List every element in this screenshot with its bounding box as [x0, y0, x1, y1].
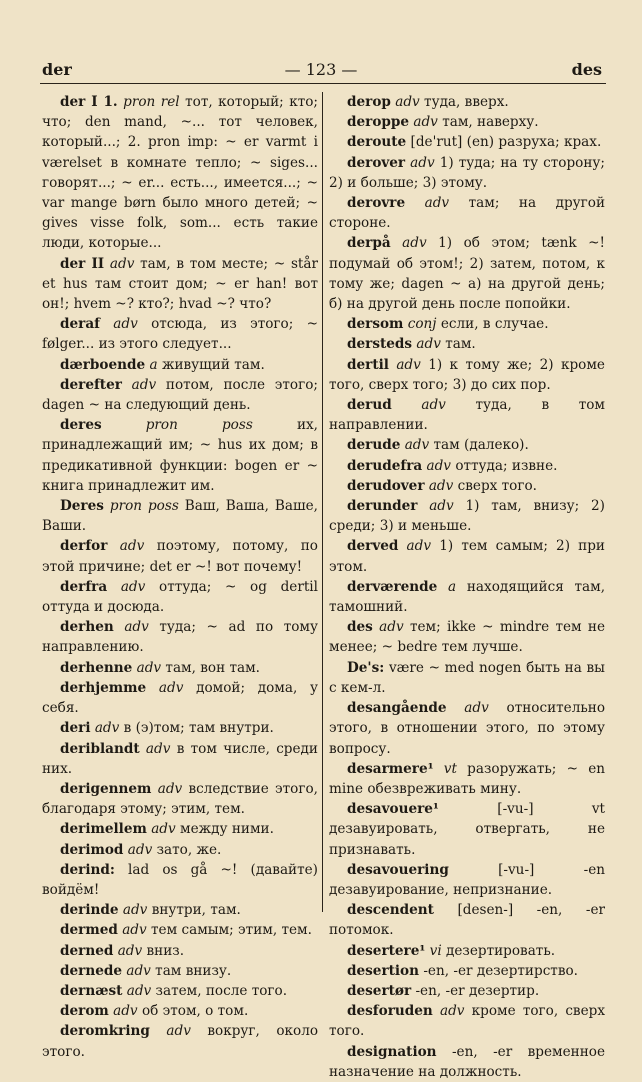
entry-grammar: adv	[126, 962, 151, 979]
entry-translation: 1) там, внизу; 2) среди; 3) и меньше.	[329, 498, 605, 535]
entry-translation: там, в том месте; ~ står et hus там стоит дом; ~ er han! вот он!; hvem ~? кто?; hvad ~? что?	[42, 255, 318, 313]
dictionary-entry	[329, 698, 605, 759]
entry-translation: между ними.	[180, 821, 274, 838]
dictionary-entry	[42, 900, 318, 920]
entry-headword: dernæst	[60, 982, 123, 999]
entry-translation: кроме того, сверх того.	[329, 1003, 605, 1040]
entry-translation: сверх того.	[457, 477, 537, 494]
entry-headword: dernede	[60, 962, 123, 979]
entry-headword: derved	[347, 538, 399, 555]
entry-translation: -en, -er дезертир.	[415, 982, 540, 999]
entry-grammar: adv	[421, 397, 446, 414]
dictionary-entry	[329, 153, 605, 193]
dictionary-entry	[42, 92, 318, 254]
dictionary-entry	[329, 496, 605, 536]
entry-grammar: adv	[94, 720, 120, 737]
header-first-word: der	[42, 60, 72, 79]
dictionary-entry	[329, 860, 605, 900]
entry-grammar: adv	[166, 1023, 191, 1040]
dictionary-entry	[42, 355, 318, 375]
entry-translation: [-vu-] vt дезавуировать, отвергать, не признавать.	[329, 801, 605, 858]
entry-grammar: vi	[429, 942, 442, 959]
entry-headword: derimellem	[60, 821, 147, 838]
header-rule	[40, 83, 606, 84]
entry-translation: вследствие этого, благодаря этому; этим, тем.	[42, 780, 318, 818]
entry-translation: [-vu-] -en дезавуирование, непризнание.	[329, 861, 605, 898]
dictionary-entry	[329, 355, 605, 395]
entry-headword: desertør	[347, 982, 412, 999]
entry-headword: der II	[60, 255, 105, 272]
entry-grammar: adv	[120, 578, 146, 595]
entry-translation: в (э)том; там внутри.	[123, 720, 274, 737]
entry-headword: derhjemme	[60, 679, 147, 696]
dictionary-entry	[329, 92, 605, 112]
entry-grammar: adv	[113, 316, 138, 333]
dictionary-entry	[329, 193, 605, 233]
entry-headword: derpå	[347, 235, 391, 252]
entry-grammar: adv	[158, 679, 184, 696]
entry-headword: derinde	[60, 902, 119, 919]
dictionary-entry	[42, 840, 318, 860]
dictionary-entry	[42, 496, 318, 536]
entry-translation: тот, который; кто; что; den mand, ~... тот человек, который...; 2. pron imp: ~ er varmt i værelset в комнате тепло; ~ siges... говорят...; ~ er... есть..., имеется...; ~ var mange børn было много детей; ~ gives visse folk, som... есть такие люди, которые...	[42, 94, 318, 252]
entry-grammar: a	[149, 356, 158, 373]
entry-translation: их, принадлежащий им; ~ hus их дом; в предикативной функции: bogen er ~ книга принадлежит им.	[42, 417, 318, 494]
entry-headword: deriblandt	[60, 740, 140, 757]
dictionary-entry	[329, 941, 605, 961]
entry-headword: derfra	[60, 578, 108, 595]
entry-translation: относительно этого, в отношении этого, по этому вопросу.	[329, 700, 605, 757]
dictionary-entry	[329, 132, 605, 152]
page-number: — 123 —	[284, 60, 358, 79]
entry-headword: derigennem	[60, 780, 152, 797]
entry-grammar: adv	[416, 336, 441, 353]
entry-grammar: pron rel	[123, 94, 180, 110]
entry-translation: тем; ikke ~ mindre тем не менее; ~ bedre тем лучше.	[329, 619, 606, 656]
dictionary-entry	[329, 1001, 605, 1041]
dictionary-entry	[42, 941, 318, 961]
entry-headword: deres	[60, 417, 102, 434]
dictionary-entry	[329, 577, 605, 617]
entry-grammar: a	[448, 578, 457, 595]
entry-headword: dermed	[60, 922, 118, 939]
dictionary-entry	[42, 1021, 318, 1061]
dictionary-entry	[329, 456, 605, 476]
entry-grammar: adv	[122, 922, 147, 939]
entry-grammar: adv	[124, 619, 149, 636]
entry-grammar: adv	[439, 1003, 465, 1020]
dictionary-entry	[42, 860, 318, 900]
entry-headword: deroute	[347, 134, 407, 151]
entry-headword: derop	[347, 94, 391, 110]
entry-translation: оттуда; извне.	[455, 457, 558, 474]
dictionary-entry	[42, 375, 318, 415]
entry-headword: designation	[347, 1043, 437, 1060]
dictionary-entry	[42, 819, 318, 839]
entry-translation: там (далеко).	[433, 437, 529, 454]
entry-translation: отсюда, из этого; ~ følger... из этого следует...	[42, 316, 318, 353]
dictionary-entry	[329, 658, 605, 698]
entry-grammar: adv	[127, 841, 153, 858]
dictionary-entry	[329, 476, 605, 496]
entry-grammar: adv	[131, 376, 157, 393]
entry-headword: deraf	[60, 316, 100, 333]
entry-grammar: adv	[122, 902, 148, 919]
entry-headword: deroppe	[347, 114, 410, 131]
entry-grammar: adv	[119, 538, 145, 555]
dictionary-entry	[42, 577, 318, 617]
entry-headword: derhenne	[60, 659, 133, 676]
dictionary-entry	[42, 1001, 318, 1021]
running-header	[40, 60, 602, 82]
entry-translation: -en, -er временное назначение на должность.	[329, 1043, 605, 1080]
entry-grammar: adv	[396, 356, 421, 373]
entry-headword: derude	[347, 437, 401, 454]
entry-headword: deri	[60, 720, 91, 737]
entry-translation: Ваш, Ваша, Ваше, Ваши.	[42, 498, 319, 535]
entry-headword: derudover	[347, 477, 425, 494]
dictionary-entry	[329, 112, 605, 132]
dictionary-entry	[42, 617, 318, 657]
entry-grammar: adv	[428, 477, 454, 494]
entry-translation: вокруг, около этого.	[42, 1023, 319, 1060]
entry-grammar: adv	[151, 821, 176, 838]
dictionary-entry	[329, 233, 605, 314]
dictionary-entry	[329, 900, 605, 940]
entry-headword: derned	[60, 942, 114, 959]
entry-grammar: adv	[157, 780, 183, 797]
entry-translation: 1) об этом; tænk ~! подумай об этом!; 2) затем, потом, к тому же; dagen ~ а) на другой день; б) на другой день после попойки.	[329, 235, 605, 313]
entry-headword: derudefra	[347, 457, 423, 474]
entry-translation: там, наверху.	[442, 114, 539, 131]
dictionary-entry	[42, 678, 318, 718]
entry-headword: derud	[347, 397, 392, 414]
entry-grammar: adv	[113, 1003, 138, 1020]
entry-translation: затем, после того.	[155, 982, 288, 999]
entry-headword: der I 1.	[60, 94, 118, 110]
entry-headword: desertion	[347, 962, 420, 979]
entry-translation: туда, вверх.	[424, 94, 509, 110]
entry-grammar: adv	[109, 255, 135, 272]
entry-grammar: adv	[126, 982, 152, 999]
entry-headword: dersom	[347, 316, 404, 333]
entry-translation: дезертировать.	[446, 942, 556, 959]
entry-grammar: adv	[413, 114, 438, 131]
entry-headword: derimod	[60, 841, 124, 858]
entry-headword: desavouering	[347, 861, 449, 878]
entry-grammar: adv	[424, 195, 450, 212]
entry-translation: 1) туда; на ту сторону; 2) и больше; 3) этому.	[329, 154, 605, 191]
entry-grammar: adv	[426, 457, 451, 474]
entry-grammar: pron poss	[145, 417, 253, 434]
entry-grammar: adv	[379, 619, 404, 636]
dictionary-entry	[42, 739, 318, 779]
entry-translation: домой; дома, у себя.	[42, 679, 318, 717]
dictionary-entry	[329, 617, 605, 657]
entry-translation: если, в случае.	[440, 316, 549, 333]
dictionary-entry	[42, 658, 318, 678]
dictionary-entry	[329, 536, 605, 576]
entry-grammar: adv	[117, 942, 143, 959]
entry-headword: dærboende	[60, 356, 146, 373]
left-column	[42, 92, 318, 1062]
dictionary-entry	[42, 314, 318, 354]
entry-headword: deromkring	[60, 1023, 150, 1040]
entry-translation: [desen-] -en, -er потомок.	[329, 902, 605, 939]
entry-translation: в том числе, среди них.	[42, 740, 318, 777]
entry-headword: derunder	[347, 498, 418, 515]
entry-translation: lad os gå ~! (давайте) войдём!	[42, 861, 318, 898]
column-divider	[322, 92, 323, 912]
entry-grammar: conj	[407, 316, 437, 333]
entry-headword: des	[347, 619, 373, 636]
entry-headword: desangående	[347, 700, 447, 717]
right-column	[329, 92, 605, 1082]
entry-headword: dersteds	[347, 336, 413, 353]
entry-translation: туда, в том направлении.	[329, 397, 606, 434]
entry-translation: потом, после этого; dagen ~ на следующий день.	[42, 376, 318, 414]
dictionary-entry	[329, 1042, 605, 1082]
header-last-word: des	[571, 60, 602, 79]
dictionary-entry	[42, 961, 318, 981]
entry-translation: об этом, о том.	[141, 1003, 249, 1020]
entry-grammar: pron poss	[109, 498, 179, 515]
dictionary-entry	[329, 799, 605, 860]
entry-translation: там, вон там.	[165, 659, 261, 676]
entry-grammar: adv	[395, 94, 420, 110]
entry-headword: derfor	[60, 538, 108, 555]
entry-headword: derom	[60, 1003, 109, 1020]
dictionary-entry	[42, 415, 318, 496]
entry-grammar: adv	[404, 437, 430, 454]
dictionary-entry	[329, 961, 605, 981]
entry-translation: поэтому, потому, по этой причине; det er ~! вот почему!	[42, 538, 318, 575]
dictionary-entry	[329, 334, 605, 354]
dictionary-entry	[42, 920, 318, 940]
entry-headword: derover	[347, 154, 406, 171]
entry-translation: [de'rut] (en) разруха; крах.	[410, 134, 602, 151]
dictionary-entry	[329, 759, 605, 799]
entry-headword: derind:	[60, 861, 115, 878]
entry-translation: там.	[445, 336, 476, 353]
entry-translation: находящийся там, тамошний.	[329, 578, 606, 616]
dictionary-entry	[329, 314, 605, 334]
entry-translation: være ~ med nogen быть на вы с кем-л.	[329, 659, 605, 696]
entry-headword: dertil	[347, 356, 389, 373]
entry-headword: descendent	[347, 902, 434, 919]
entry-grammar: adv	[136, 659, 162, 676]
entry-headword: desarmere¹	[347, 760, 434, 777]
entry-grammar: adv	[429, 498, 454, 515]
entry-translation: зато, же.	[156, 841, 222, 858]
entry-grammar: adv	[464, 700, 489, 717]
entry-translation: разоружать; ~ en mine обезвреживать мину.	[329, 760, 605, 797]
entry-headword: desertere¹	[347, 942, 426, 959]
entry-translation: туда; ~ ad по тому направлению.	[42, 619, 318, 656]
entry-headword: desavouere¹	[347, 801, 439, 818]
dictionary-entry	[329, 435, 605, 455]
entry-grammar: adv	[145, 740, 171, 757]
entry-translation: внутри, там.	[151, 902, 241, 919]
entry-translation: тем самым; этим, тем.	[151, 922, 312, 939]
entry-headword: De's:	[347, 659, 385, 676]
entry-headword: derefter	[60, 376, 122, 393]
entry-headword: derhen	[60, 619, 114, 636]
entry-grammar: adv	[410, 154, 435, 171]
entry-translation: 1) к тому же; 2) кроме того, сверх того; 3) до сих пор.	[329, 356, 605, 393]
dictionary-entry	[42, 718, 318, 738]
dictionary-entry	[329, 981, 605, 1001]
dictionary-entry	[42, 779, 318, 819]
dictionary-entry	[42, 536, 318, 576]
entry-headword: Deres	[60, 498, 104, 515]
entry-translation: оттуда; ~ og dertil оттуда и досюда.	[42, 578, 319, 616]
entry-translation: живущий там.	[161, 356, 265, 373]
dictionary-entry	[42, 254, 318, 315]
entry-grammar: vt	[443, 760, 457, 777]
entry-grammar: adv	[406, 538, 432, 555]
entry-translation: там внизу.	[155, 962, 232, 979]
dictionary-entry	[329, 395, 605, 435]
entry-translation: вниз.	[146, 942, 185, 959]
entry-headword: derovre	[347, 195, 406, 212]
dictionary-entry	[42, 981, 318, 1001]
entry-headword: derværende	[347, 578, 438, 595]
entry-translation: -en, -er дезертирство.	[423, 962, 578, 979]
entry-grammar: adv	[402, 235, 427, 252]
entry-translation: там; на другой стороне.	[329, 195, 606, 232]
entry-translation: 1) тем самым; 2) при этом.	[329, 538, 605, 575]
entry-headword: desforuden	[347, 1003, 433, 1020]
